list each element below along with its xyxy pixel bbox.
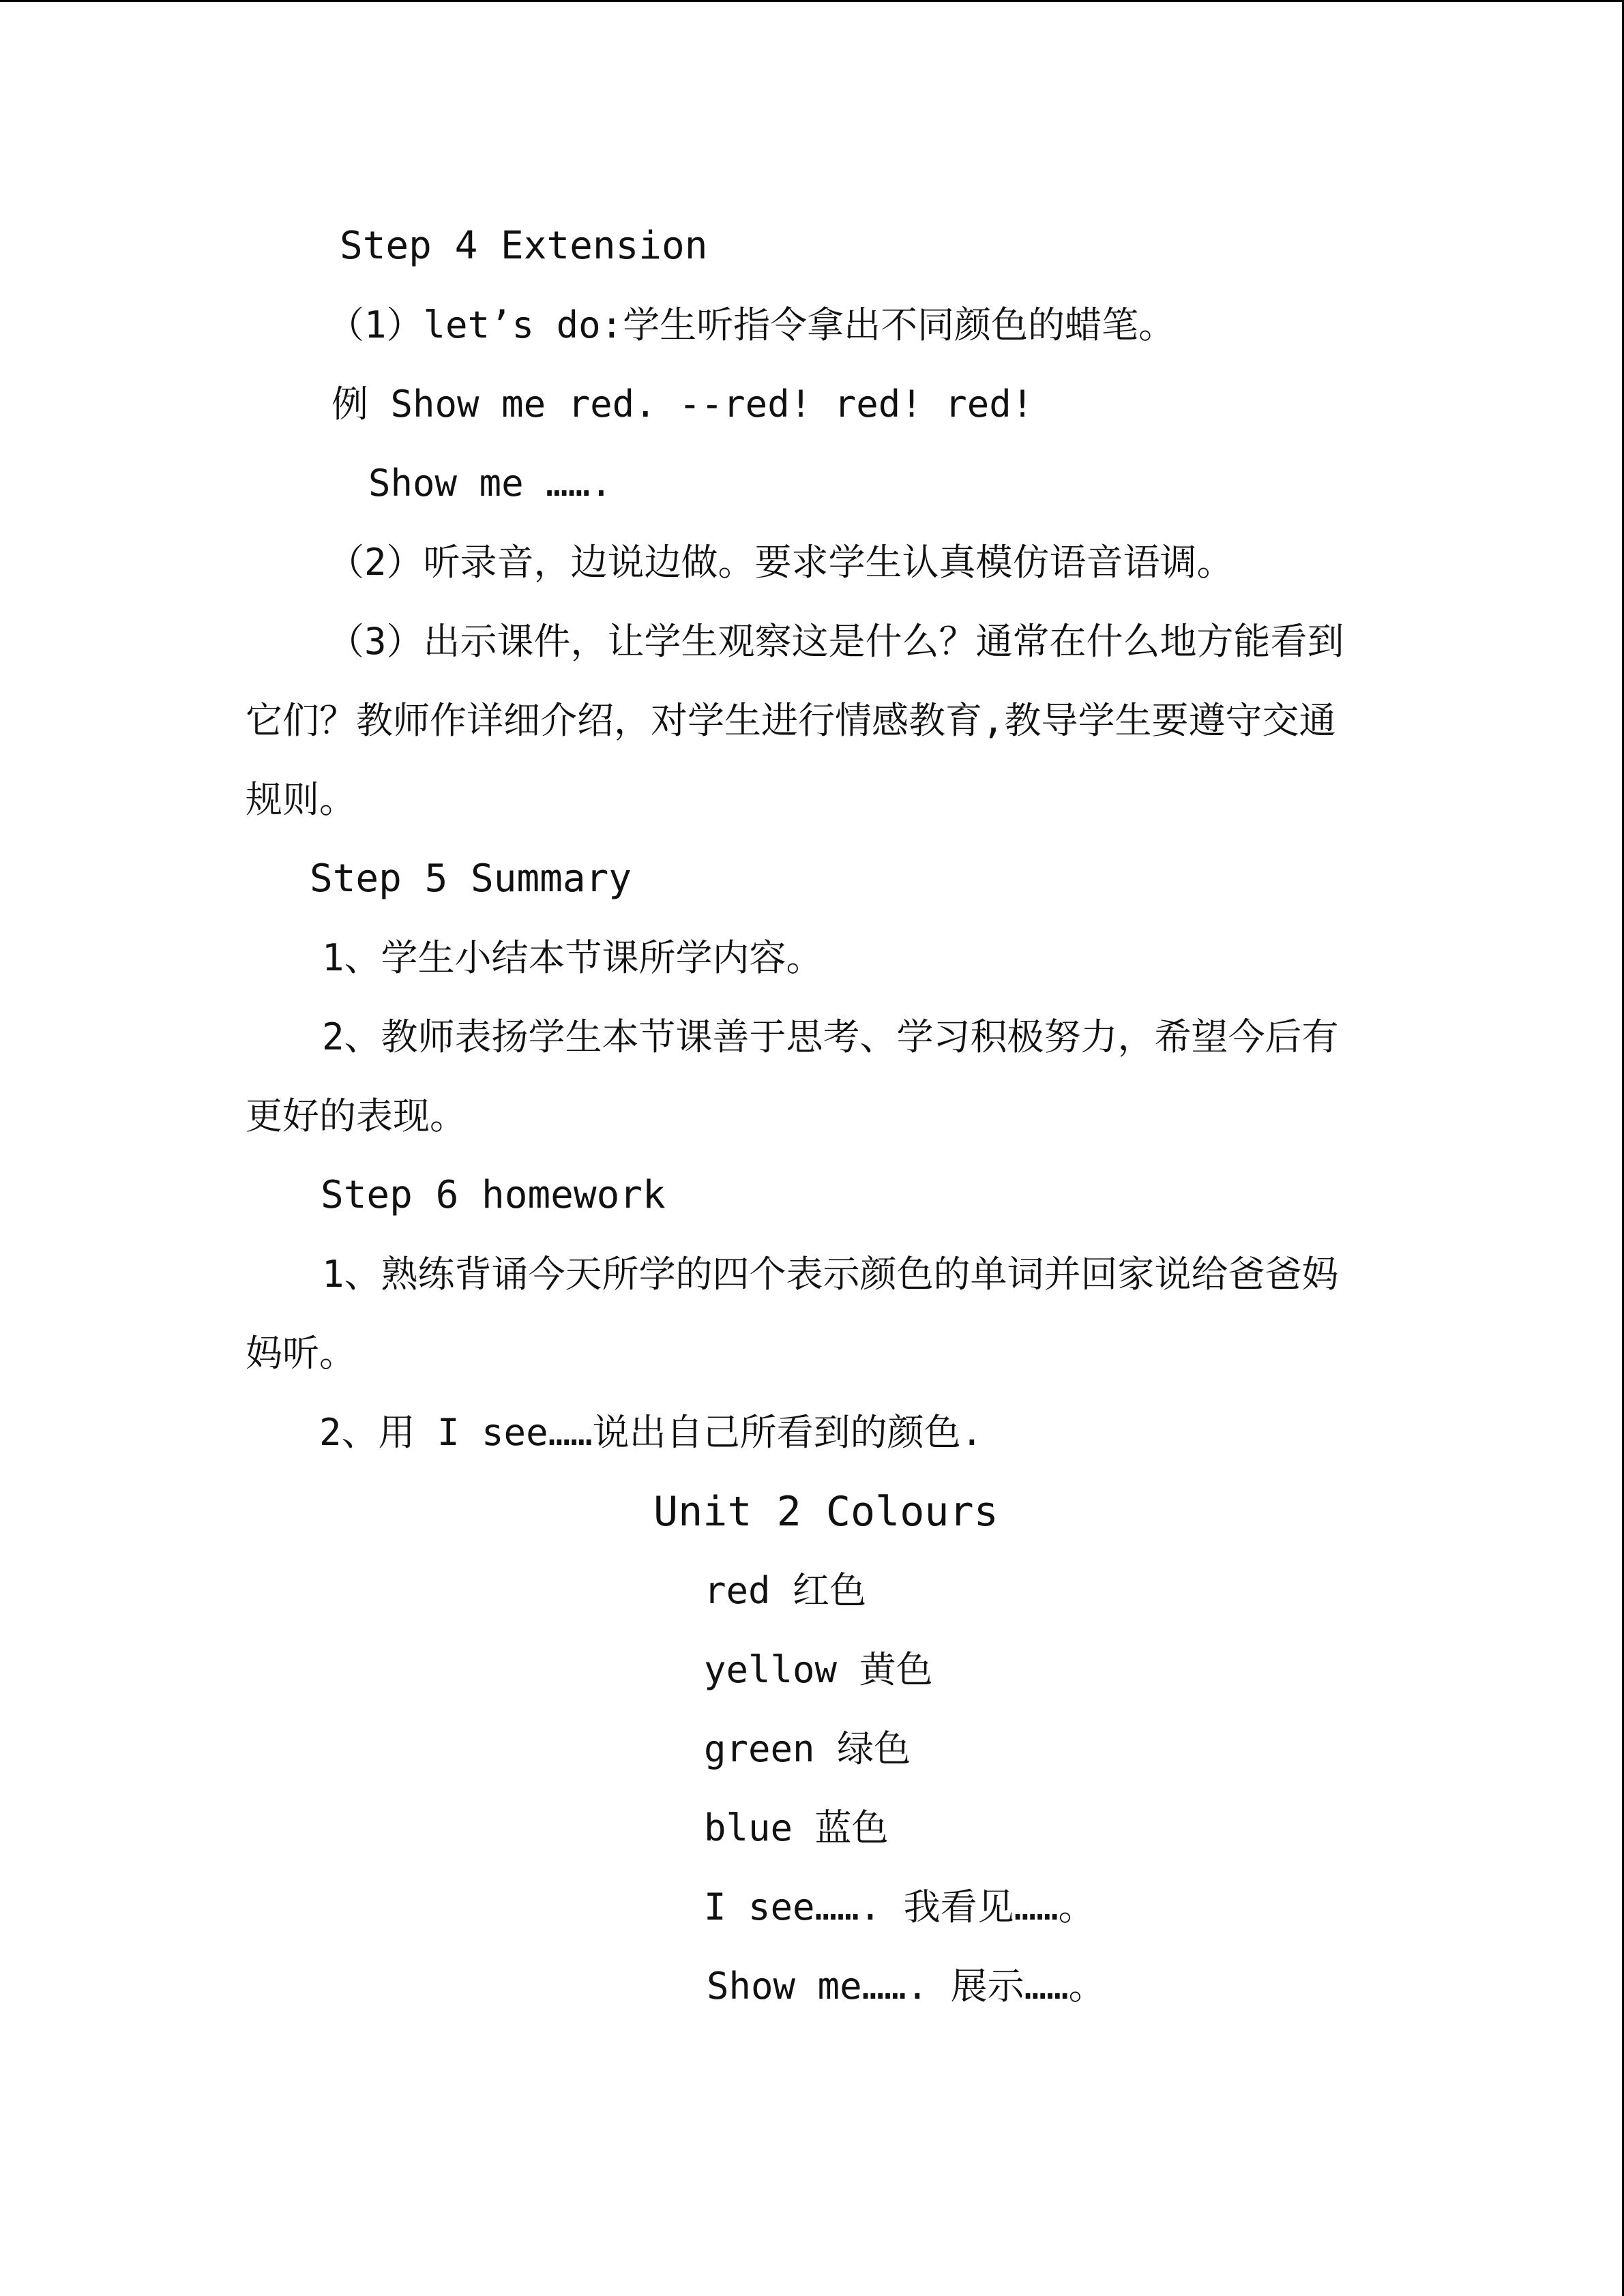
homework-item-1: 1、熟练背诵今天所学的四个表示颜色的单词并回家说给爸爸妈 bbox=[322, 1253, 1339, 1296]
summary-item-1: 1、学生小结本节课所学内容。 bbox=[322, 936, 823, 979]
extension-item-3-cont: 它们？教师作详细介绍，对学生进行情感教育,教导学生要遵守交通 bbox=[246, 699, 1336, 742]
extension-example-2: Show me ……. bbox=[368, 462, 612, 505]
step-5-heading: Step 5 Summary bbox=[310, 856, 632, 901]
vocab-yellow: yellow 黄色 bbox=[704, 1648, 933, 1691]
extension-example: 例 Show me red. --red! red! red! bbox=[331, 383, 1034, 426]
vocab-green: green 绿色 bbox=[704, 1727, 911, 1770]
summary-item-2: 2、教师表扬学生本节课善于思考、学习积极努力，希望今后有 bbox=[322, 1015, 1339, 1058]
phrase-i-see: I see……. 我看见……。 bbox=[704, 1885, 1095, 1928]
extension-item-3: （3）出示课件，让学生观察这是什么？通常在什么地方能看到 bbox=[327, 620, 1344, 663]
phrase-show-me: Show me……. 展示……。 bbox=[707, 1965, 1106, 2008]
homework-item-1-cont: 妈听。 bbox=[246, 1332, 356, 1375]
extension-item-2: （2）听录音，边说边做。要求学生认真模仿语音语调。 bbox=[327, 541, 1234, 584]
extension-item-1: （1）let’s do:学生听指令拿出不同颜色的蜡笔。 bbox=[327, 303, 1176, 346]
homework-item-2: 2、用 I see……说出自己所看到的颜色. bbox=[319, 1411, 984, 1454]
summary-item-2-cont: 更好的表现。 bbox=[246, 1094, 467, 1137]
board-title: Unit 2 Colours bbox=[653, 1488, 999, 1536]
extension-item-3-end: 规则。 bbox=[246, 778, 356, 821]
vocab-blue: blue 蓝色 bbox=[704, 1806, 889, 1849]
step-4-heading: Step 4 Extension bbox=[340, 224, 708, 268]
page-top-border bbox=[0, 0, 1624, 2]
vocab-red: red 红色 bbox=[704, 1569, 867, 1612]
step-6-heading: Step 6 homework bbox=[321, 1173, 666, 1217]
